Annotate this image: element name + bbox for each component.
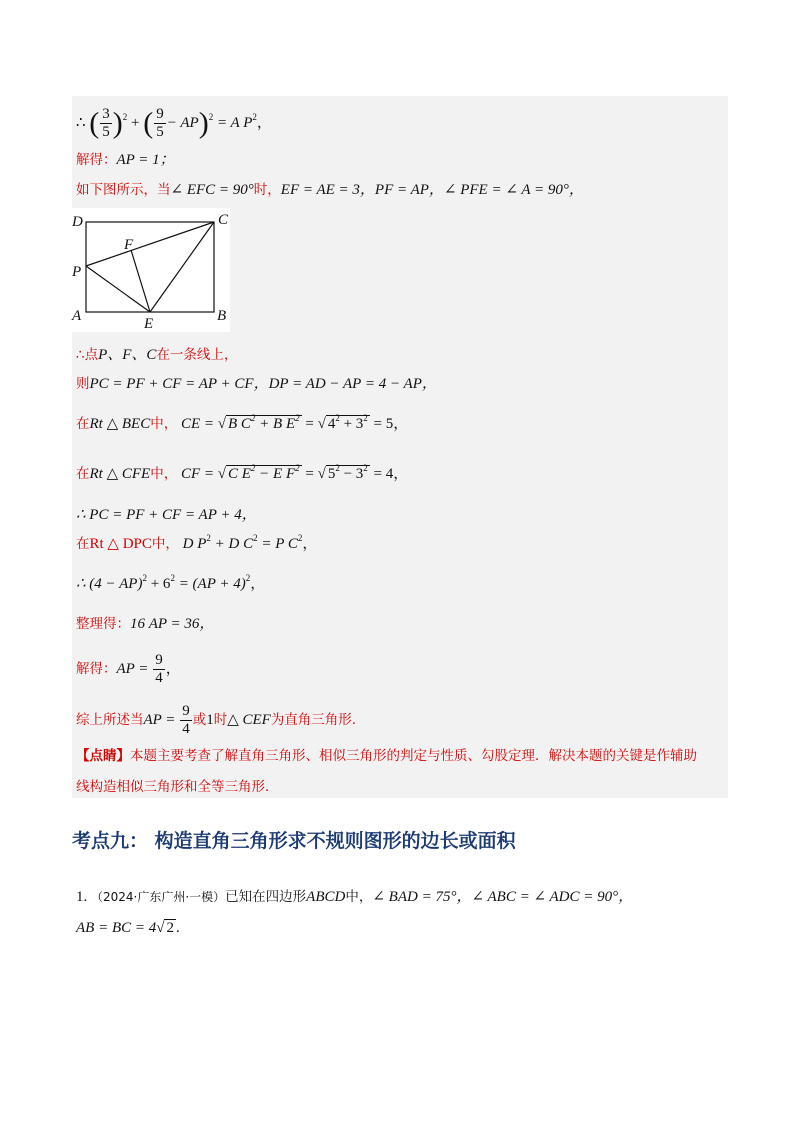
- label-f: F: [124, 237, 134, 253]
- simplify-line: 整理得：16 AP = 36，: [76, 616, 215, 632]
- label-b: B: [217, 308, 227, 324]
- solve-line-2: 解得：AP = $\frac{9}{4}$ ，: [76, 652, 181, 686]
- label-p: P: [72, 264, 82, 280]
- equation-line-2: ∴ $(4 - AP)^2 + 6^2 = (AP + 4)^2$，: [76, 573, 266, 592]
- pythagoras-line: 在Rt △ DPC中， D $P^2 + D$ $C^2 = P$ $C^2$，: [76, 533, 318, 552]
- case-line: 如下图所示，当∠ EFC = 90°时，EF = AE = 3，PF = AP，∠ PFE = ∠ A = 90°，: [76, 182, 584, 198]
- geometry-diagram: [70, 208, 230, 332]
- label-e: E: [144, 316, 154, 332]
- solve-line-1: 解得：AP = 1；: [76, 152, 175, 168]
- comment-line-2: 线构造相似三角形和全等三角形．: [76, 779, 279, 795]
- pc-sum-line: ∴ PC = PF + CF = AP + 4，: [76, 507, 257, 523]
- conclusion-line: 综上所述当AP = $\frac{9}{4}$ 或1时△ CEF为直角三角形.: [76, 703, 357, 737]
- cf-line: 在Rt △ CFE中， CF = √ C $E^2 - E$ $F^2$ = √ $5^2 - 3^2 = 4$，: [76, 463, 409, 482]
- equation-line-1: ∴ ( $\frac{3}{5}$ )$^2$ + ( $\frac{9}{5}$ − AP)$^2$ = A $P^2$，: [76, 106, 272, 140]
- problem-line-1: 1. （2024·广东广州·一模）已知在四边形ABCD中，∠ BAD = 75°，∠ ABC = ∠ ADC = 90°，: [76, 889, 634, 905]
- ce-line: 在Rt △ BEC中， CE = √ B $C^2 + B$ $E^2$ = √ $4^2 + 3^2 = 5$，: [76, 413, 409, 432]
- label-c: C: [218, 212, 229, 228]
- solution-box: [72, 96, 728, 798]
- section-title: 考点九： 构造直角三角形求不规则图形的边长或面积: [72, 830, 516, 852]
- collinear-line: ∴点P、F、C在一条线上，: [76, 347, 238, 363]
- problem-line-2: AB = BC = 4√ 2 .: [76, 920, 180, 936]
- pc-line: 则PC = PF + CF = AP + CF，DP = AD − AP = 4 − AP，: [76, 376, 437, 392]
- comment-line-1: 【点睛】本题主要考查了解直角三角形、相似三角形的判定与性质、勾股定理．解决本题的关键是作辅助: [76, 748, 697, 764]
- rectangle-figure: [70, 208, 230, 332]
- label-a: A: [72, 308, 82, 324]
- label-d: D: [72, 214, 83, 230]
